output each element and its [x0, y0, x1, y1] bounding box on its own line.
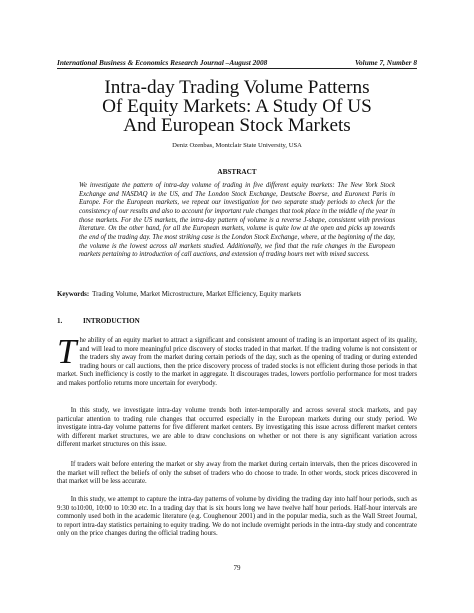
intro-paragraph-2 [57, 407, 417, 450]
intro-paragraph-4 [57, 496, 417, 539]
title-line: Intra-day Trading Volume Patterns [104, 77, 370, 98]
volume-number: Volume 7, Number 8 [354, 58, 417, 67]
paper-title [57, 78, 417, 135]
title-line: Of Equity Markets: A Study Of US [102, 96, 372, 117]
keywords [57, 291, 417, 298]
journal-name: International Business & Economics Research Journal –August 2008 [57, 58, 268, 67]
author-line: Deniz Ozenbas, Montclair State University, USA [172, 142, 302, 149]
paragraph-text: he ability of an equity market to attract a significant and consistent amount of trading is an important aspect of its quality, and will lead to more meaningful price discovery of stocks traded in that market. If the trading volume is not consistent or the traders shy away from the market during certain periods of the day, such as the opening of trading or during extended trading hours or call auctions, then the price discovery process of traded stocks is not efficient during those periods in that market. Such inefficiency is costly to the market in aggregate. It discourages trades, lowers portfolio performance for most traders and makes portfolio returns more uncertain for everybody. [57, 337, 417, 387]
section-number: 1. [57, 317, 63, 325]
keywords-label: Keywords: [57, 291, 90, 298]
intro-paragraph-1 [57, 332, 417, 389]
keywords-text: Trading Volume, Market Microstructure, Market Efficiency, Equity markets [92, 291, 302, 298]
paragraph-text: In this study, we investigate intra-day volume trends both inter-temporally and across several stock markets, and pay particular attention to trading rule changes that occurred especially in the European markets during our study period. We investigate intra-day volume patterns for five different market centers. By investigating this issue across different market centers with different market structures, we are able to draw conclusions on whether or not there is any significant variation across different market structures on this issue. [57, 407, 417, 449]
paragraph-text: If traders wait before entering the market or shy away from the market during certain intervals, then the prices discovered in the market will reflect the beliefs of only the subset of traders who do choose to trade. In other words, stock prices discovered in that market will be less accurate. [57, 461, 417, 486]
section-title: INTRODUCTION [83, 317, 140, 325]
header-rule [57, 68, 417, 69]
section-heading [57, 317, 140, 325]
title-line: And European Stock Markets [123, 115, 351, 136]
paragraph-text: In this study, we attempt to capture the intra-day patterns of volume by dividing the trading day into half hour periods, such as 9:30 to10:00, 10:00 to 10:30 etc. In a trading day that is six hours long we have twelve half hour periods. Half-hour intervals are commonly used both in the academic literature (e.g. Coughenour 2001) and in the popular media, such as the Wall Street Journal, to report intra-day statistics pertaining to equity trading. We do not include overnight periods in the intra-day study and concentrate only on the price changes during the official trading hours. [57, 496, 417, 538]
running-header [57, 58, 417, 68]
page-number: 79 [233, 564, 241, 572]
abstract-heading: ABSTRACT [217, 168, 257, 176]
abstract-text: We investigate the pattern of intra-day volume of trading in five different equity markets: The New York Stock Exchange and NASDAQ in the US, and The London Stock Exchange, Deutsche Boerse, and Euronext Paris in Europe. For the European markets, we repeat our investigation for two separate study periods to check for the consistency of our results and also to account for important rule changes that took place in the middle of the year in those markets. For the US markets, the intra-day pattern of volume is a reverse J-shape, consistent with previous literature. On the other hand, for all the European markets, volume is quite low at the open and picks up towards the end of the trading day. The most striking case is the London Stock Exchange, where, at the beginning of the day, the volume is the lowest across all markets studied. Additionally, we find that the rule changes in the European markets pertaining to introduction of call auctions, and extension of trading hours met with mixed success. [79, 182, 395, 259]
intro-paragraph-3 [57, 461, 417, 487]
drop-cap: T [57, 332, 77, 371]
